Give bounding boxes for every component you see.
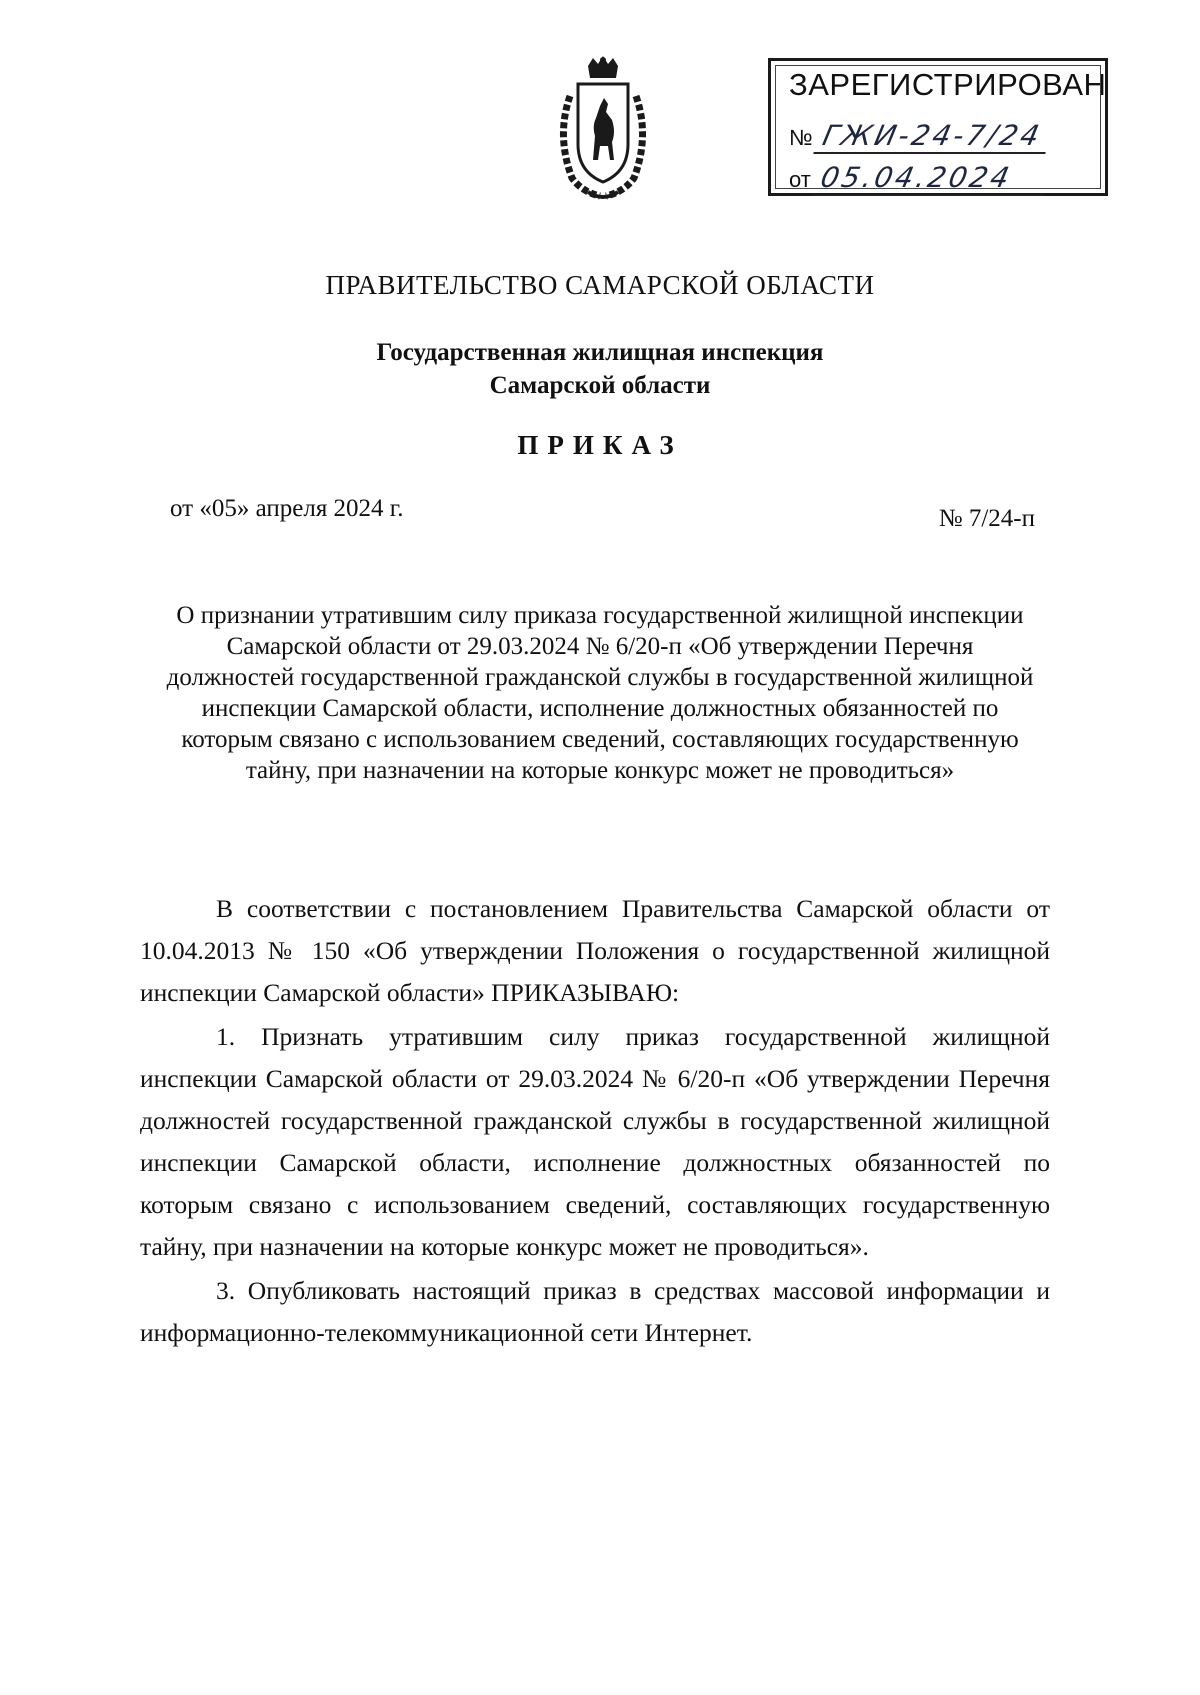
item-3-paragraph: 3. Опубликовать настоящий приказ в средствах массовой информации и информационно-телекоммуникационной сети Интернет.	[140, 1276, 1050, 1347]
document-type-title: ПРИКАЗ	[517, 430, 683, 460]
document-body	[140, 888, 1050, 1356]
document-number: № 7/24-п	[938, 505, 1035, 532]
stamp-date-prefix: от	[789, 167, 811, 192]
department-line-1: Государственная жилищная инспекция	[376, 339, 824, 366]
item-1-paragraph: 1. Признать утратившим силу приказ государственной жилищной инспекции Самарской области от 29.03.2024 № 6/20-п «Об утверждении Перечня должностей государственной гражданской службы в государственной жилищной инспекции Самарской области, исполнение должностных обязанностей по которым связано с использованием сведений, составляющих государственную тайну, при назначении на которые конкурс может не проводиться».	[140, 1022, 1050, 1261]
document-subject: О признании утратившим силу приказа государственной жилищной инспекции Самарской области от 29.03.2024 № 6/20-п «Об утверждении Перечня должностей государственной гражданской службы в государственной жилищной инспекции Самарской области, исполнение должностных обязанностей по которым связано с использованием сведений, составляющих государственную тайну, при назначении на которые конкурс может не проводиться»	[166, 602, 1034, 784]
coat-of-arms-icon	[548, 56, 658, 206]
document-date: от «05» апреля 2024 г.	[170, 495, 404, 522]
stamp-number-prefix: №	[789, 125, 813, 150]
preamble-paragraph: В соответствии с постановлением Правительства Самарской области от 10.04.2013 № 150 «Об утверждении Положения о государственной жилищной инспекции Самарской области» ПРИКАЗЫВАЮ:	[140, 894, 1050, 1007]
stamp-number-value: ГЖИ-24-7/24	[813, 119, 1052, 154]
department-line-2: Самарской области	[489, 372, 711, 399]
stamp-number-row	[789, 119, 1049, 154]
stamp-title: ЗАРЕГИСТРИРОВАН	[789, 67, 1107, 102]
registration-stamp	[768, 58, 1108, 196]
department-heading	[0, 336, 1200, 402]
stamp-date-value: 05.04.2024	[811, 161, 1050, 196]
stamp-date-row	[789, 161, 1047, 196]
government-heading: ПРАВИТЕЛЬСТВО САМАРСКОЙ ОБЛАСТИ	[325, 270, 875, 300]
